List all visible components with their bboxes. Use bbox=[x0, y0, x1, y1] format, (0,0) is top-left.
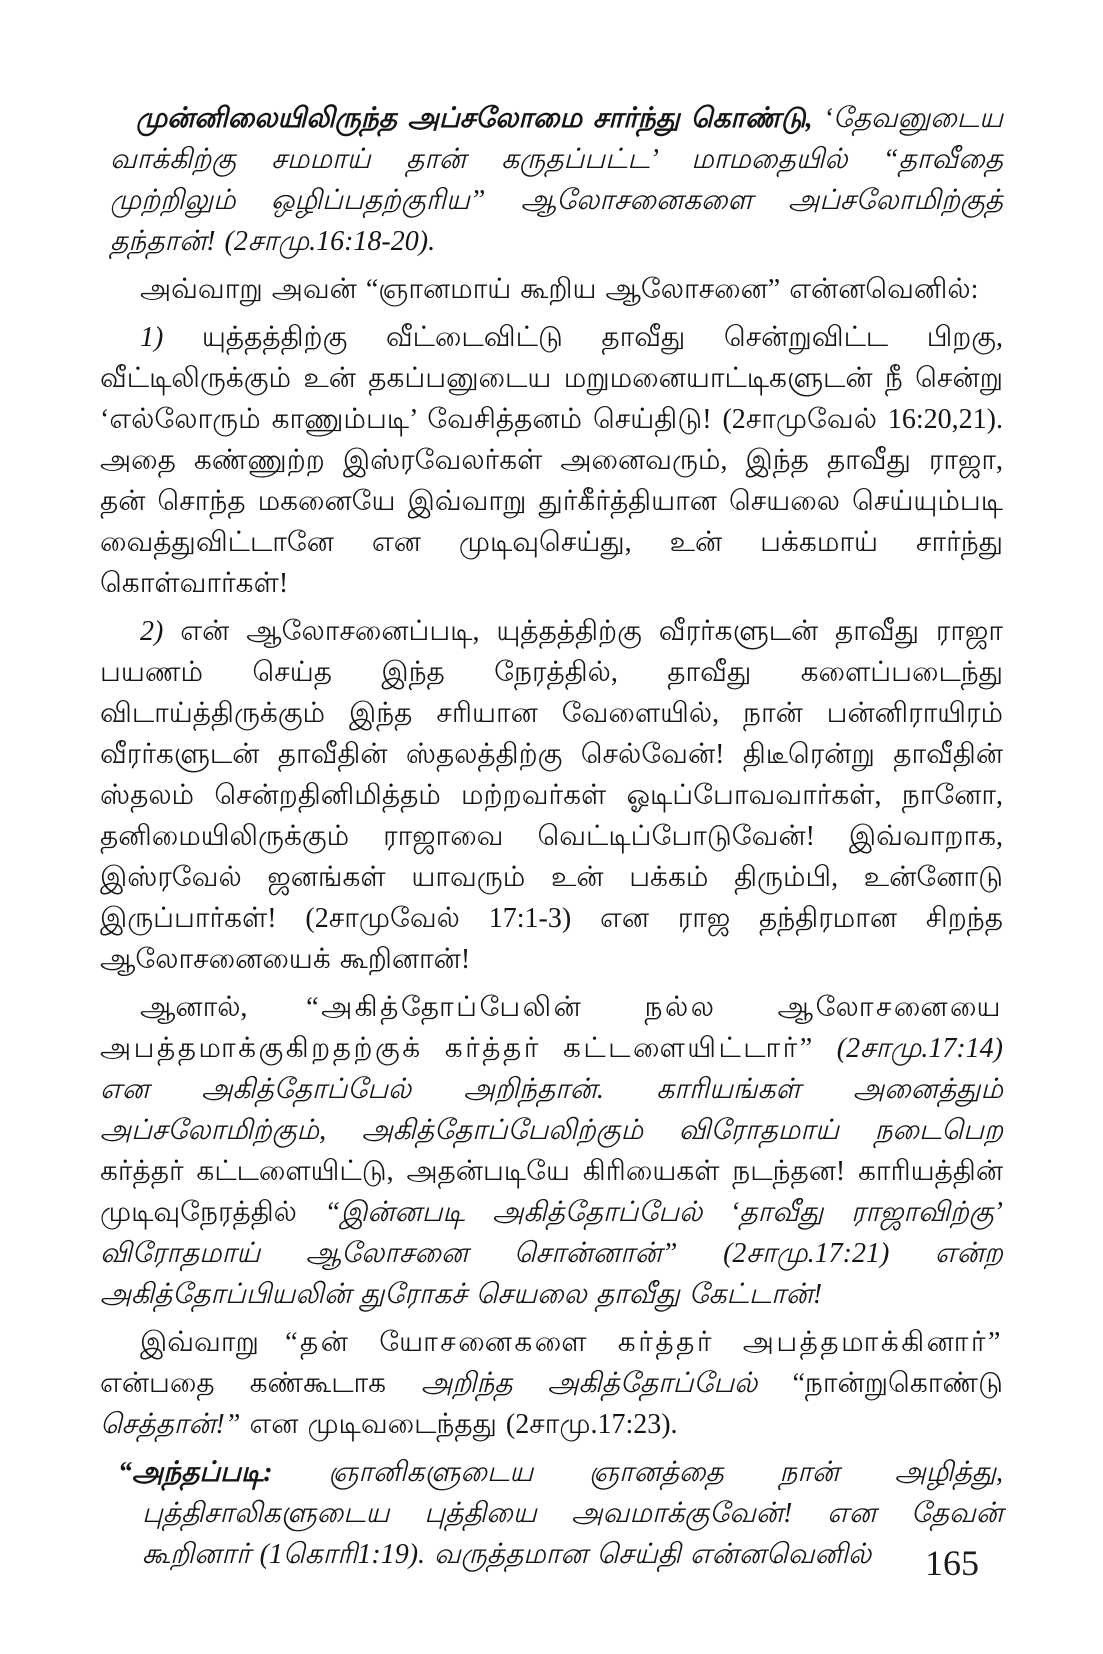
paragraph-6 bbox=[100, 1322, 1003, 1445]
text-segment: “இன்னபடி அகித்தோப்பேல் ‘தாவீது ராஜாவிற்கு’ விரோதமாய் ஆலோசனை சொன்னான்” (2சாமு.17:21) என்ற அகித்தோப்பியலின் துரோகச் செயலை தாவீது கேட்டான்! bbox=[100, 1197, 1004, 1310]
text-segment: 2) bbox=[140, 616, 181, 647]
paragraph-2 bbox=[100, 269, 1003, 310]
text-column bbox=[100, 98, 1003, 1582]
paragraph-1 bbox=[110, 98, 1003, 262]
text-segment: என முடிவடைந்தது (2சாமு.17:23). bbox=[249, 1409, 678, 1440]
text-segment: “நான்றுகொண்டு bbox=[792, 1368, 1003, 1399]
text-segment: என் ஆலோசனைப்படி, யுத்தத்திற்கு வீரர்களுடன் தாவீது ராஜா பயணம் செய்த இந்த நேரத்தில், தாவீது களைப்படைந்து விடாய்த்திருக்கும் இந்த சரியான வேளையில், நான் பன்னிராயிரம் வீரர்களுடன் தாவீதின் ஸ்தலத்திற்கு செல்வேன்! திடீரென்று தாவீதின் ஸ்தலம் சென்றதினிமித்தம் மற்றவர்கள் ஓடிப்போவவார்கள், நானோ, தனிமையிலிருக்கும் ராஜாவை வெட்டிப்போடுவேன்! இவ்வாறாக, இஸ்ரவேல் ஜனங்கள் யாவரும் உன் பக்கம் திரும்பி, உன்னோடு இருப்பார்கள்! (2சாமுவேல் 17:1-3) என ராஜ தந்திரமான சிறந்த ஆலோசனையைக் கூறினான்! bbox=[100, 616, 1004, 975]
text-segment: இவ்வாறு bbox=[140, 1327, 286, 1358]
text-segment: ஆனால், bbox=[140, 992, 307, 1023]
text-segment: கர்த்தர் கட்டளையிட்டு, அதன்படியே கிரியைகள் நடந்தன! காரியத்தின் முடிவுநேரத்தில் bbox=[100, 1156, 1003, 1228]
paragraph-4 bbox=[100, 611, 1003, 980]
page-number: 165 bbox=[925, 1543, 979, 1583]
paragraph-3 bbox=[100, 317, 1003, 604]
text-segment: அவ்வாறு அவன் “ஞானமாய் கூறிய ஆலோசனை” என்னவெனில்: bbox=[140, 274, 979, 305]
text-segment: “அந்தப்படி: bbox=[118, 1457, 329, 1488]
text-segment: “தன் யோசனைகளை கர்த்தர் அபத்தமாக்கினார்” bbox=[285, 1327, 1003, 1358]
text-segment: செத்தான்!” bbox=[100, 1409, 250, 1440]
text-segment: ஞானிகளுடைய ஞானத்தை நான் அழித்து, புத்திசாலிகளுடைய புத்தியை அவமாக்குவேன்! என தேவன் கூறினார் (1கொரி1:19). வருத்தமான செய்தி என்னவெனில் bbox=[142, 1457, 1003, 1570]
text-segment: 1) bbox=[140, 322, 202, 353]
text-segment: அறிந்த அகித்தோப்பேல் bbox=[421, 1368, 793, 1399]
paragraph-5 bbox=[100, 987, 1003, 1315]
paragraph-7 bbox=[118, 1452, 1003, 1575]
text-segment: என்பதை கண்கூடாக bbox=[100, 1368, 422, 1399]
text-segment: முன்னிலையிலிருந்த அப்சலோமை சார்ந்து கொண்டு, bbox=[136, 103, 824, 134]
text-segment: யுத்தத்திற்கு வீட்டைவிட்டு தாவீது சென்றுவிட்ட பிறகு, வீட்டிலிருக்கும் உன் தகப்பனுடைய மறுமனையாட்டிகளுடன் நீ சென்று ‘எல்லோரும் காணும்படி’ வேசித்தனம் செய்திடு! (2சாமுவேல் 16:20,21). அதை கண்ணுற்ற இஸ்ரவேலர்கள் அனைவரும், இந்த தாவீது ராஜா, தன் சொந்த மகனையே இவ்வாறு துர்கீர்த்தியான செயலை செய்யும்படி வைத்துவிட்டானே என முடிவுசெய்து, உன் பக்கமாய் சார்ந்து கொள்வார்கள்! bbox=[100, 322, 1004, 599]
text-segment: “அகித்தோப்பேலின் நல்ல ஆலோசனையை அபத்தமாக்குகிறதற்குக் கர்த்தர் கட்டளையிட்டார்” bbox=[100, 992, 1003, 1064]
text-segment: (2சாமு.17:14) என அகித்தோப்பேல் அறிந்தான். காரியங்கள் அனைத்தும் அப்சலோமிற்கும், அகித்தோப்பேலிற்கும் விரோதமாய் நடைபெற bbox=[100, 1033, 1003, 1146]
text-segment: ‘தேவனுடைய வாக்கிற்கு சமமாய் தான் கருதப்பட்ட’ மாமதையில் “தாவீதை முற்றிலும் ஒழிப்பதற்குரிய” ஆலோசனைகளை அப்சலோமிற்குத் தந்தான்! (2சாமு.16:18-20). bbox=[110, 103, 1003, 257]
